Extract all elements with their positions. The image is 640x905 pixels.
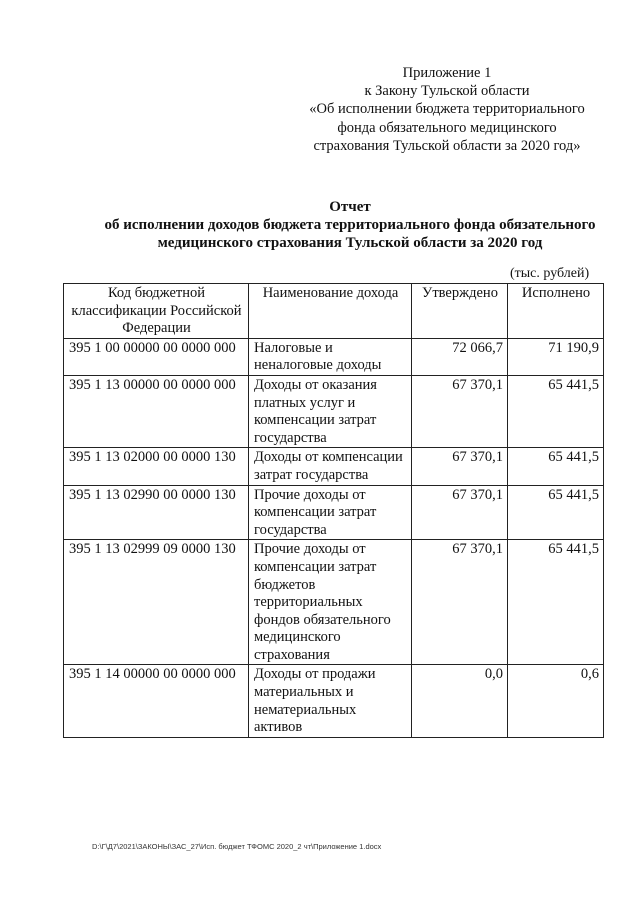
cell-name: Прочие доходы от компенсации затрат бюджетов территориальных фондов обязательного медицинского страхования <box>249 540 412 665</box>
table-row <box>64 665 604 737</box>
table-row <box>64 338 604 375</box>
cell-executed: 65 441,5 <box>508 540 604 665</box>
cell-approved: 0,0 <box>412 665 508 737</box>
cell-code: 395 1 00 00000 00 0000 000 <box>64 338 249 375</box>
report-subtitle-line: медицинского страхования Тульской области за 2020 год <box>157 235 543 251</box>
report-title <box>60 198 640 252</box>
cell-executed: 65 441,5 <box>508 485 604 540</box>
header-approved: Утверждено <box>412 284 508 339</box>
cell-code: 395 1 14 00000 00 0000 000 <box>64 665 249 737</box>
cell-approved: 67 370,1 <box>412 540 508 665</box>
appendix-line: Приложение 1 <box>402 65 492 81</box>
cell-code: 395 1 13 00000 00 0000 000 <box>64 375 249 447</box>
cell-executed: 0,6 <box>508 665 604 737</box>
cell-executed: 65 441,5 <box>508 448 604 485</box>
file-path-footer: D:\Г\Д7\2021\ЗАКОНЫ\ЗАС_27\Исп. бюджет ТФОМС 2020_2 чт\Приложение 1.docx <box>92 842 382 851</box>
table-row <box>64 485 604 540</box>
cell-executed: 65 441,5 <box>508 375 604 447</box>
cell-code: 395 1 13 02990 00 0000 130 <box>64 485 249 540</box>
table-row <box>64 375 604 447</box>
cell-name: Прочие доходы от компенсации затрат государства <box>249 485 412 540</box>
table-row <box>64 448 604 485</box>
report-heading: Отчет <box>329 199 371 215</box>
cell-code: 395 1 13 02000 00 0000 130 <box>64 448 249 485</box>
header-code: Код бюджетной классификации Российской Федерации <box>64 284 249 339</box>
cell-approved: 72 066,7 <box>412 338 508 375</box>
appendix-header <box>282 64 612 155</box>
cell-approved: 67 370,1 <box>412 448 508 485</box>
appendix-line: «Об исполнении бюджета территориального <box>309 101 585 118</box>
cell-executed: 71 190,9 <box>508 338 604 375</box>
appendix-line: страхования Тульской области за 2020 год» <box>313 137 581 154</box>
income-report-table <box>63 283 604 738</box>
table-row <box>64 540 604 665</box>
header-executed: Исполнено <box>508 284 604 339</box>
cell-name: Доходы от продажи материальных и нематериальных активов <box>249 665 412 737</box>
cell-name: Налоговые и неналоговые доходы <box>249 338 412 375</box>
table-header-row <box>64 284 604 339</box>
units-label: (тыс. рублей) <box>510 266 590 281</box>
appendix-line: фонда обязательного медицинского <box>337 119 557 136</box>
cell-approved: 67 370,1 <box>412 375 508 447</box>
cell-code: 395 1 13 02999 09 0000 130 <box>64 540 249 665</box>
cell-name: Доходы от компенсации затрат государства <box>249 448 412 485</box>
cell-name: Доходы от оказания платных услуг и компенсации затрат государства <box>249 375 412 447</box>
cell-approved: 67 370,1 <box>412 485 508 540</box>
report-subtitle-line: об исполнении доходов бюджета территориального фонда обязательного <box>104 217 596 233</box>
header-name: Наименование дохода <box>249 284 412 339</box>
appendix-line: к Закону Тульской области <box>364 83 530 100</box>
